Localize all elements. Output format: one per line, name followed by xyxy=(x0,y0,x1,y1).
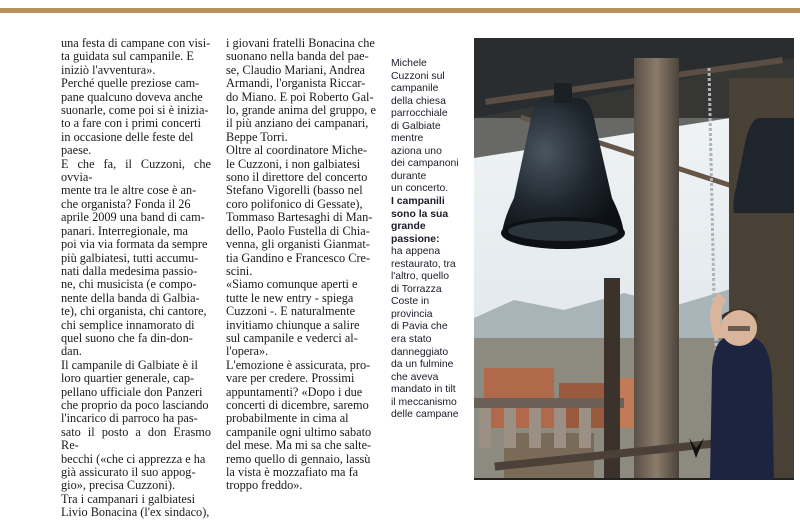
caption-line: l'altro, quello xyxy=(391,271,450,283)
text-line: l'opera». xyxy=(226,344,269,359)
text-line: te), chi organista, chi cantore, xyxy=(61,304,207,319)
caption-line: provincia xyxy=(391,308,433,320)
caption-line: campanile xyxy=(391,83,439,95)
text-line: chi semplice innamorato di xyxy=(61,317,195,332)
text-line: una festa di campane con visi- xyxy=(61,36,211,50)
text-line: invitiamo chiunque a salire xyxy=(226,317,360,332)
text-line: i giovani fratelli Bonacina che xyxy=(226,36,375,50)
text-line: panari. Interregionale, ma xyxy=(61,223,189,238)
text-line: sul campanile e vederci al- xyxy=(226,330,358,345)
text-line: già assicurato il suo appog- xyxy=(61,465,196,479)
article-column-1 xyxy=(61,37,211,520)
caption-line: Michele xyxy=(391,58,427,69)
text-line: loro quartier generale, cap- xyxy=(61,371,195,386)
text-line: che proprio da poco lasciando xyxy=(61,397,209,412)
text-line: Il campanile di Galbiate è il xyxy=(61,357,198,372)
text-line: vare per credere. Prossimi xyxy=(226,371,355,386)
text-line: pane qualcuno doveva anche xyxy=(61,89,203,104)
text-line: Oltre al coordinatore Miche- xyxy=(226,143,368,158)
photo-caption xyxy=(391,58,465,422)
caption-line: che aveva xyxy=(391,371,439,383)
text-line: L'emozione è assicurata, pro- xyxy=(226,357,371,372)
caption-line: parrocchiale xyxy=(391,108,448,120)
text-line: Stefano Vigorelli (basso nel xyxy=(226,183,363,198)
text-line: iniziò l'avventura». xyxy=(61,62,156,77)
text-line: «Siamo comunque aperti e xyxy=(226,277,358,292)
text-line: to a fare con i primi concerti xyxy=(61,116,201,131)
text-line: mente tra le altre cose è an- xyxy=(61,183,197,198)
caption-line: passione: xyxy=(391,233,440,245)
text-line: in occasione delle feste del xyxy=(61,129,194,144)
text-line: becchi («che ci apprezza e ha xyxy=(61,451,206,466)
text-line: coro polifonico di Gessate), xyxy=(226,196,363,211)
text-line: sato il posto a don Erasmo Re- xyxy=(61,424,211,453)
text-line: pellano ufficiale don Panzeri xyxy=(61,384,203,399)
caption-line: ha appena xyxy=(391,246,441,258)
text-line: l'incarico di parroco ha pas- xyxy=(61,411,198,426)
text-line: do Miano. E poi Roberto Gal- xyxy=(226,89,374,104)
text-line: probabilmente in cima al xyxy=(226,411,349,426)
text-line: Armandi, l'organista Riccar- xyxy=(226,76,366,91)
text-line: suonano nella banda del pae- xyxy=(226,49,369,64)
caption-line: un concerto. xyxy=(391,183,449,195)
caption-line: sono la sua xyxy=(391,208,449,220)
text-line: quel suono che fa din-don- xyxy=(61,330,193,345)
text-line: più galbiatesi, tutti accumu- xyxy=(61,250,199,265)
text-line: paese. xyxy=(61,143,92,158)
text-line: dello, Paolo Fustella di Chia- xyxy=(226,223,370,238)
caption-line: della chiesa xyxy=(391,95,446,107)
text-line: se, Claudio Mariani, Andrea xyxy=(226,62,365,77)
text-line: Perché quelle preziose cam- xyxy=(61,76,200,91)
caption-line: di Torrazza xyxy=(391,283,442,295)
caption-line: di Galbiate xyxy=(391,120,441,132)
caption-line: da un fulmine xyxy=(391,359,454,371)
caption-line: danneggiato xyxy=(391,346,449,358)
text-line: suonarle, come poi si è inizia- xyxy=(61,103,209,118)
text-line: venna, gli organisti Gianmat- xyxy=(226,237,370,252)
caption-line: Coste in xyxy=(391,296,430,308)
text-line: aprile 2009 una band di cam- xyxy=(61,210,205,225)
text-line: ta guidata sul campanile. E xyxy=(61,49,194,64)
caption-line: dei campanoni xyxy=(391,158,459,170)
caption-line: di Pavia che xyxy=(391,321,448,333)
caption-line: delle campane xyxy=(391,409,459,421)
text-line: Tra i campanari i galbiatesi xyxy=(61,491,196,506)
text-line: ne, chi musicista (e compo- xyxy=(61,277,197,292)
caption-line: mentre xyxy=(391,133,424,145)
text-line: tutte le new entry - spiega xyxy=(226,290,354,305)
header-rule xyxy=(0,0,800,14)
caption-line: era stato xyxy=(391,334,432,346)
caption-line: I campanili xyxy=(391,196,445,208)
text-line: E che fa, il Cuzzoni, che ovvia- xyxy=(61,156,211,185)
text-line: poi via via formata da sempre xyxy=(61,237,208,252)
text-line: remo quello di gennaio, lassù xyxy=(226,451,371,466)
text-line: dan. xyxy=(61,344,82,359)
text-line: tia Gandino e Francesco Cre- xyxy=(226,250,371,265)
text-line: la vista è mozzafiato ma fa xyxy=(226,465,359,479)
text-line: sono il direttore del concerto xyxy=(226,170,368,185)
accent-stripe xyxy=(0,8,800,13)
text-line: scini. xyxy=(226,263,253,278)
text-line: Cuzzoni -. E naturalmente xyxy=(226,304,356,319)
text-line: Tommaso Bartesaghi di Man- xyxy=(226,210,373,225)
text-line: gio», precisa Cuzzoni). xyxy=(61,478,176,493)
text-line: del mese. Ma mi sa che salte- xyxy=(226,438,372,453)
text-line: nati dalla medesima passio- xyxy=(61,263,198,278)
text-line: troppo freddo». xyxy=(226,478,303,493)
text-line: Livio Bonacina (l'ex sindaco), xyxy=(61,505,210,520)
text-line: il più anziano dei campanari, xyxy=(226,116,369,131)
caption-line: durante xyxy=(391,170,427,182)
text-line: appuntamenti? «Dopo i due xyxy=(226,384,363,399)
text-line: Beppe Torri. xyxy=(226,129,288,144)
text-line: concerti di dicembre, saremo xyxy=(226,397,369,412)
caption-line: aziona uno xyxy=(391,145,442,157)
caption-line: restaurato, tra xyxy=(391,258,456,270)
text-line: che organista? Fonda il 26 xyxy=(61,196,191,211)
article-column-2 xyxy=(226,37,376,493)
caption-line: grande xyxy=(391,221,426,233)
caption-line: il meccanismo xyxy=(391,396,457,408)
text-line: lo, grande anima del gruppo, e xyxy=(226,103,376,118)
text-line: campanile ogni ultimo sabato xyxy=(226,424,372,439)
bell-tower-photo xyxy=(474,38,794,480)
caption-line: mandato in tilt xyxy=(391,384,456,396)
text-line: nente della banda di Galbia- xyxy=(61,290,200,305)
text-line: le Cuzzoni, i non galbiatesi xyxy=(226,156,361,171)
caption-line: Cuzzoni sul xyxy=(391,70,445,82)
